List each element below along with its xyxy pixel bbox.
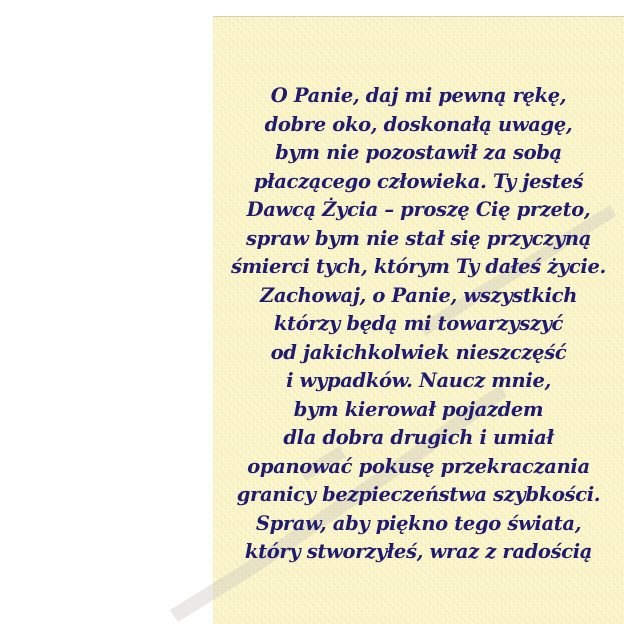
prayer-line: śmierci tych, którym Ty dałeś życie. (230, 255, 606, 278)
prayer-line: bym kierował pojazdem (293, 397, 544, 421)
prayer-line: bym nie pozostawił za sobą (275, 141, 562, 164)
prayer-line: dobre oko, doskonałą uwagę, (264, 112, 573, 136)
prayer-line: dla dobra drugich i umiał (283, 426, 554, 449)
prayer-text (213, 82, 624, 567)
prayer-line: O Panie, daj mi pewną rękę, (270, 84, 567, 107)
prayer-line: Spraw, aby piękno tego świata, (255, 511, 582, 535)
prayer-line: płaczącego człowieka. Ty jesteś (253, 169, 584, 193)
prayer-line: spraw bym nie stał się przyczyną (246, 226, 591, 250)
prayer-line: granicy bezpieczeństwa szybkości. (236, 483, 601, 506)
prayer-line: Dawcą Życia – proszę Cię przeto, (246, 198, 591, 221)
prayer-line: którzy będą mi towarzyszyć (273, 312, 564, 335)
prayer-line: od jakichkolwiek nieszczęść (270, 340, 567, 364)
prayer-line: który stworzyłeś, wraz z radością (244, 540, 593, 563)
prayer-line: Zachowaj, o Panie, wszystkich (259, 283, 578, 307)
prayer-line: opanować pokusę przekraczania (247, 454, 590, 478)
prayer-line: i wypadków. Naucz mnie, (286, 369, 551, 392)
